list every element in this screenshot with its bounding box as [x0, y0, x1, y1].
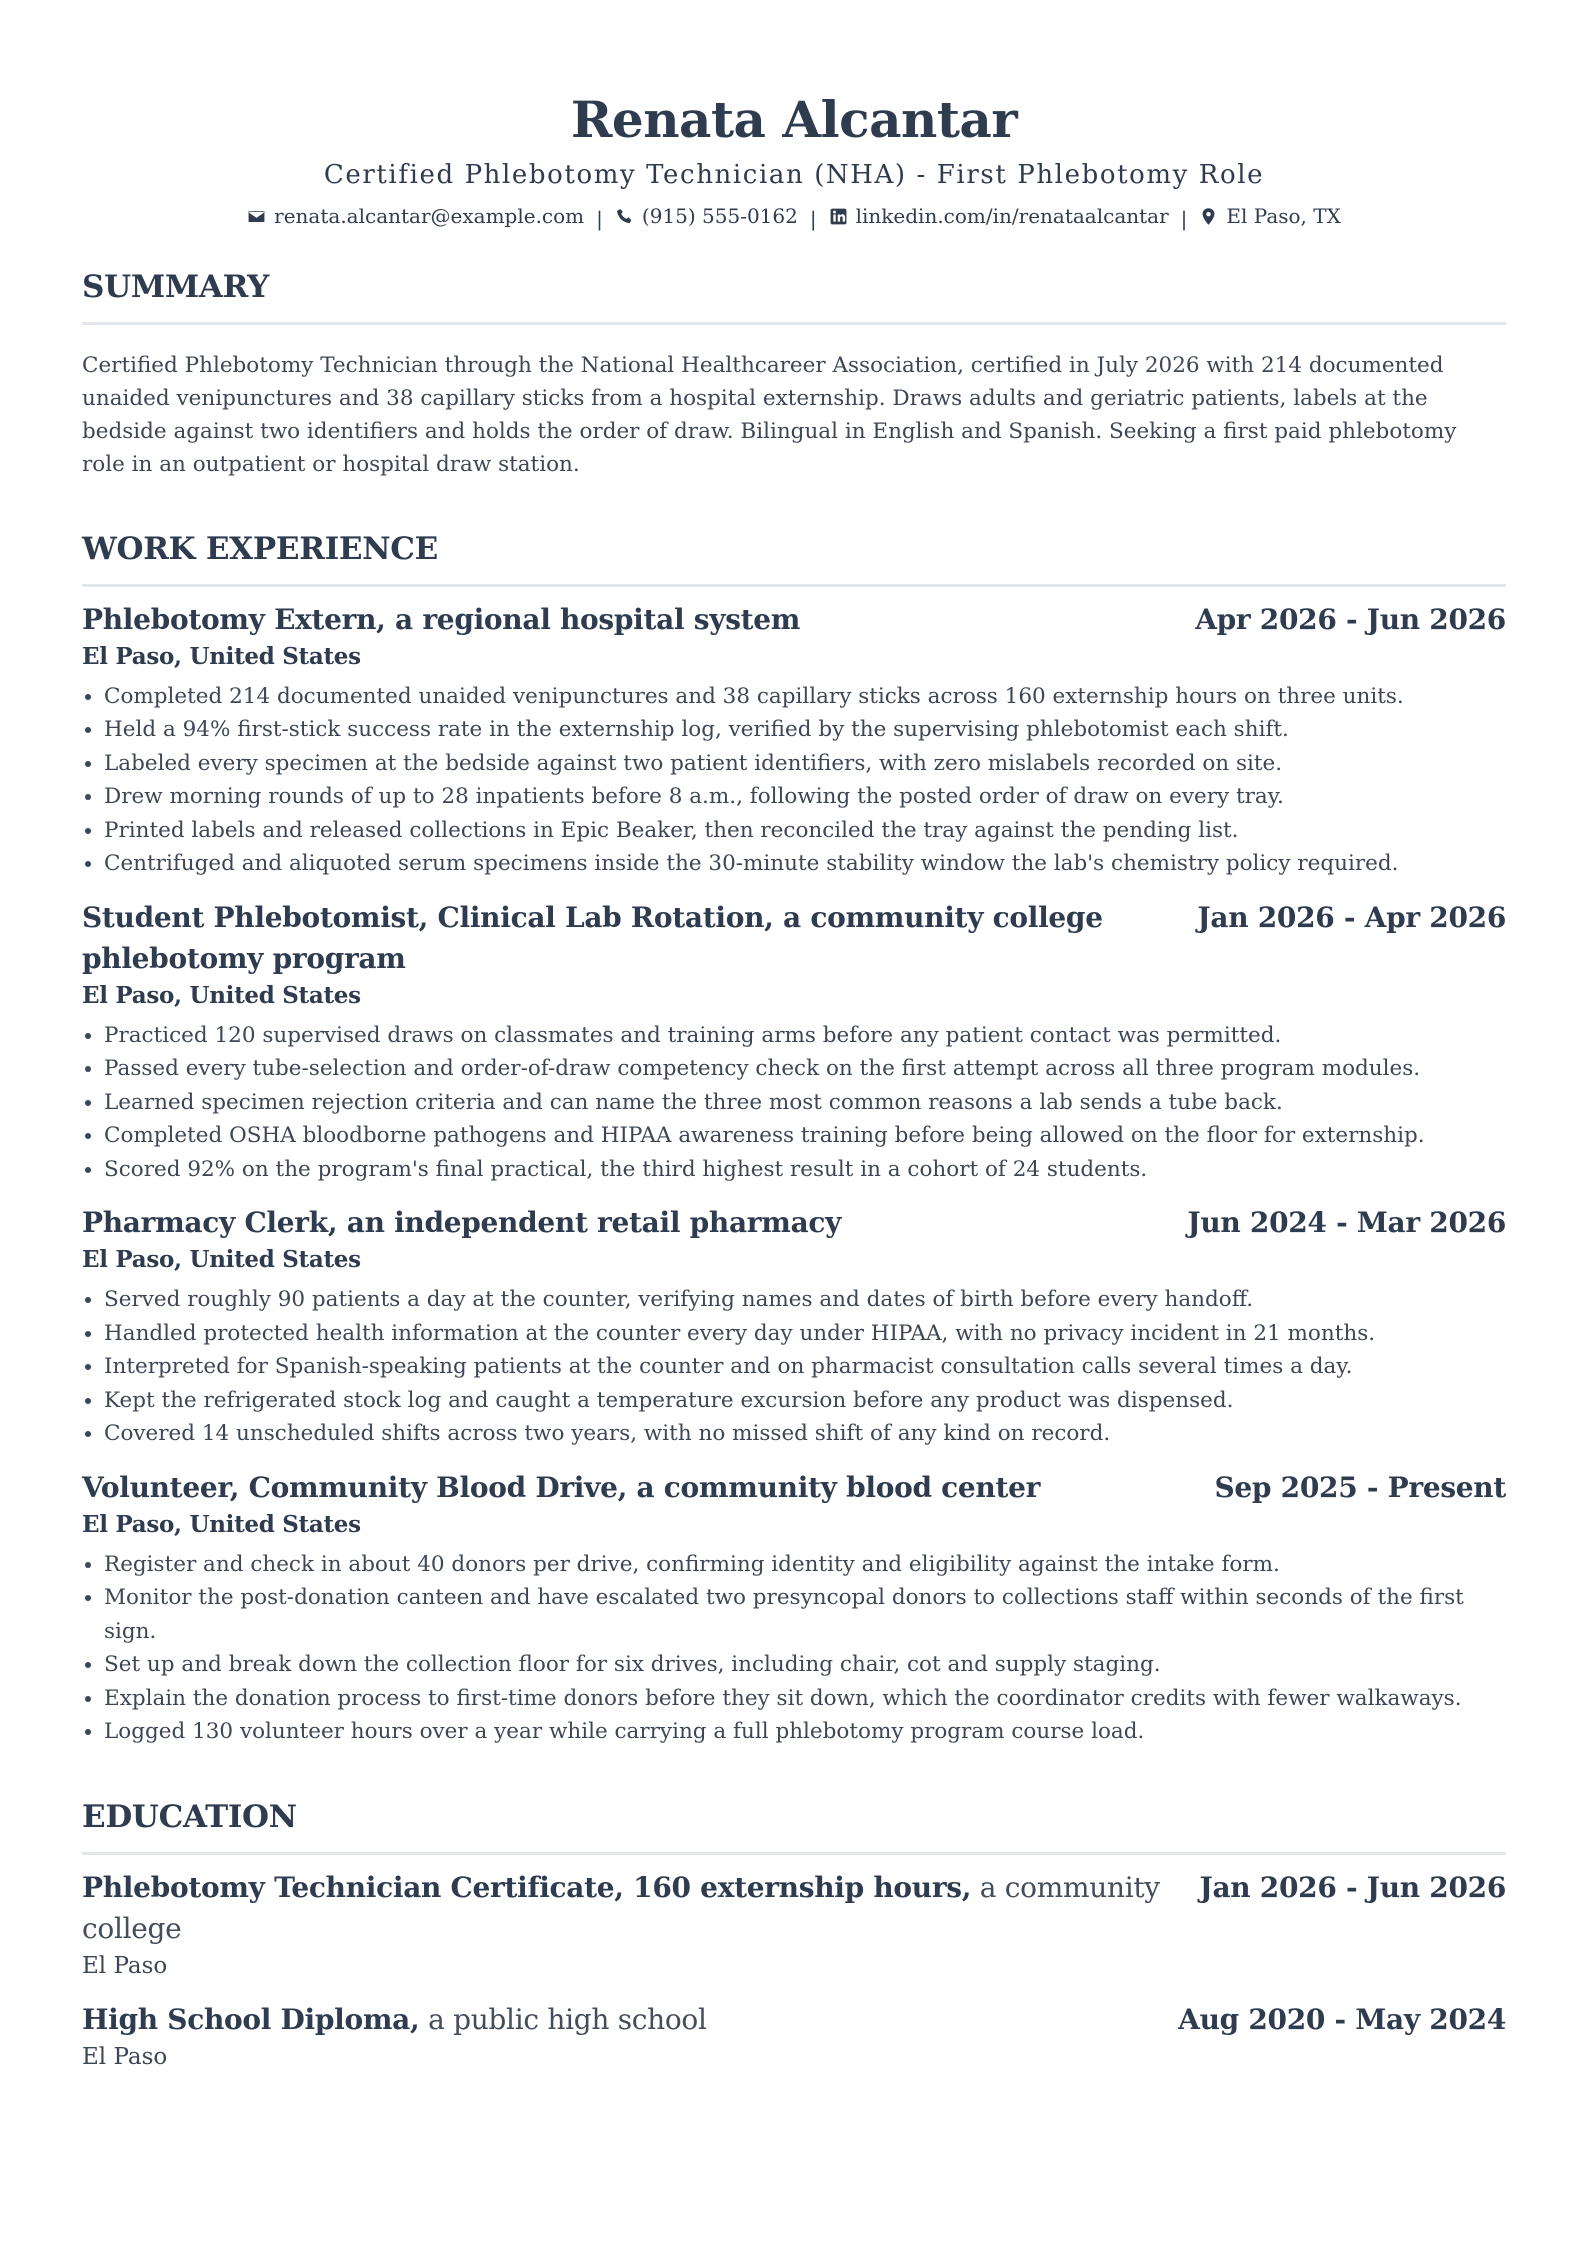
bullet-item: • Passed every tube-selection and order-of-draw competency check on the first attempt across all three program modules.: [104, 1052, 1506, 1086]
job-bullets: [82, 680, 1506, 881]
contact-separator: |: [809, 206, 817, 231]
education-entry: [82, 1867, 1506, 1983]
contact-separator: |: [1180, 206, 1188, 231]
job-date: Jan 2026 - Apr 2026: [1197, 900, 1506, 934]
education-date: Aug 2020 - May 2024: [1178, 2002, 1506, 2036]
bullet-item: • Handled protected health information at the counter every day under HIPAA, with no privacy incident in 21 months.: [104, 1317, 1506, 1351]
job-title: Phlebotomy Extern, a regional hospital system: [82, 602, 801, 636]
bullet-item: • Held a 94% first-stick success rate in the externship log, verified by the supervising phlebotomist each shift.: [104, 713, 1506, 747]
job-entry: [82, 599, 1506, 881]
contact-separator: |: [596, 206, 603, 231]
bullet-item: • Completed OSHA bloodborne pathogens and HIPAA awareness training before being allowed on the floor for externship.: [104, 1119, 1506, 1153]
bullet-item: • Covered 14 unscheduled shifts across two years, with no missed shift of any kind on record.: [104, 1417, 1506, 1451]
job-title: Volunteer, Community Blood Drive, a community blood center: [82, 1470, 1041, 1504]
education-location: El Paso: [82, 2043, 168, 2070]
job-location: El Paso, United States: [82, 1246, 361, 1273]
degree-name: High School Diploma,: [82, 2002, 420, 2036]
job-entry: [82, 897, 1506, 1187]
bullet-item: • Served roughly 90 patients a day at the counter, verifying names and dates of birth before every handoff.: [104, 1283, 1506, 1317]
bullet-item: • Kept the refrigerated stock log and caught a temperature excursion before any product was dispensed.: [104, 1384, 1506, 1418]
job-bullets: [82, 1283, 1506, 1451]
job-date: Sep 2025 - Present: [1214, 1470, 1506, 1504]
linkedin-text: linkedin.com/in/renataalcantar: [855, 204, 1169, 228]
job-location: El Paso, United States: [82, 1510, 361, 1538]
section-divider: [82, 322, 1506, 325]
bullet-item: • Printed labels and released collections in Epic Beaker, then reconciled the tray against the pending list.: [104, 814, 1506, 848]
bullet-item: • Drew morning rounds of up to 28 inpatients before 8 a.m., following the posted order of draw on every tray.: [104, 780, 1506, 814]
job-location: El Paso, United States: [82, 981, 361, 1009]
contact-linkedin[interactable]: [829, 202, 1169, 230]
section-title-education: EDUCATION: [82, 1798, 297, 1835]
bullet-item: • Centrifuged and aliquoted serum specimens inside the 30-minute stability window the lab's chemistry policy required.: [104, 847, 1506, 881]
section-title-summary: SUMMARY: [82, 268, 269, 305]
summary-text: Certified Phlebotomy Technician through the National Healthcareer Association, certified in July 2026 with 214 documented unaided venipunctures and 38 capillary sticks from a hospital externship. Draws adults and geriatric patients, labels at the bedside against two identifiers and holds the order of draw. Bilingual in English and Spanish. Seeking a first paid phlebotomy role in an outpatient or hospital draw station.: [82, 352, 1457, 477]
job-title: Pharmacy Clerk, an independent retail pharmacy: [82, 1206, 842, 1239]
bullet-item: • Logged 130 volunteer hours over a year while carrying a full phlebotomy program course load.: [104, 1715, 1506, 1749]
contact-line: [82, 202, 1506, 233]
envelope-icon: [247, 207, 266, 226]
section-divider: [82, 584, 1506, 587]
institution-name: a public high school: [428, 2002, 707, 2036]
job-date: Apr 2026 - Jun 2026: [1195, 602, 1506, 636]
section-title-experience: WORK EXPERIENCE: [82, 530, 438, 567]
job-entry: [82, 1202, 1506, 1451]
experience-section: [82, 529, 1506, 1749]
bullet-item: • Practiced 120 supervised draws on classmates and training arms before any patient contact was permitted.: [104, 1019, 1506, 1053]
candidate-headline: Certified Phlebotomy Technician (NHA) - First Phlebotomy Role: [323, 160, 1265, 190]
bullet-item: • Monitor the post-donation canteen and have escalated two presyncopal donors to collections staff within seconds of the first sign.: [104, 1581, 1506, 1648]
job-bullets: [82, 1548, 1506, 1749]
section-divider: [82, 1852, 1506, 1855]
phone-text: (915) 555-0162: [641, 204, 798, 228]
linkedin-icon: [829, 207, 848, 226]
job-entry: [82, 1467, 1506, 1749]
bullet-item: • Learned specimen rejection criteria and can name the three most common reasons a lab sends a tube back.: [104, 1086, 1506, 1120]
phone-icon: [615, 207, 634, 226]
contact-location: [1199, 202, 1340, 230]
education-date: Jan 2026 - Jun 2026: [1199, 1870, 1506, 1904]
email-text: renata.alcantar@example.com: [274, 204, 585, 228]
contact-email[interactable]: [247, 202, 584, 230]
summary-section: [82, 267, 1506, 481]
location-text: El Paso, TX: [1226, 204, 1341, 228]
degree-name: Phlebotomy Technician Certificate, 160 externship hours,: [82, 1870, 972, 1904]
bullet-item: • Scored 92% on the program's final practical, the third highest result in a cohort of 24 students.: [104, 1153, 1506, 1187]
education-location: El Paso: [82, 1952, 168, 1979]
bullet-item: • Set up and break down the collection floor for six drives, including chair, cot and supply staging.: [104, 1648, 1506, 1682]
job-bullets: [82, 1019, 1506, 1187]
job-date: Jun 2024 - Mar 2026: [1187, 1206, 1506, 1239]
candidate-name: Renata Alcantar: [570, 90, 1018, 149]
bullet-item: • Completed 214 documented unaided venipunctures and 38 capillary sticks across 160 externship hours on three units.: [104, 680, 1506, 714]
bullet-item: • Explain the donation process to first-time donors before they sit down, which the coordinator credits with fewer walkaways.: [104, 1682, 1506, 1716]
institution-name: a community college: [82, 1870, 1160, 1945]
education-section: [82, 1797, 1506, 2074]
bullet-item: • Register and check in about 40 donors per drive, confirming identity and eligibility against the intake form.: [104, 1548, 1506, 1582]
education-title: [82, 1999, 707, 2040]
contact-phone[interactable]: [615, 202, 798, 230]
map-pin-icon: [1199, 207, 1218, 226]
job-location: El Paso, United States: [82, 642, 361, 670]
education-title: [82, 1867, 1200, 1949]
resume-header: [82, 88, 1506, 233]
job-title: Student Phlebotomist, Clinical Lab Rotation, a community college phlebotomy program: [82, 900, 1103, 975]
education-entry: [82, 1999, 1506, 2074]
bullet-item: • Labeled every specimen at the bedside against two patient identifiers, with zero mislabels recorded on site.: [104, 747, 1506, 781]
bullet-item: • Interpreted for Spanish-speaking patients at the counter and on pharmacist consultation calls several times a day.: [104, 1350, 1506, 1384]
